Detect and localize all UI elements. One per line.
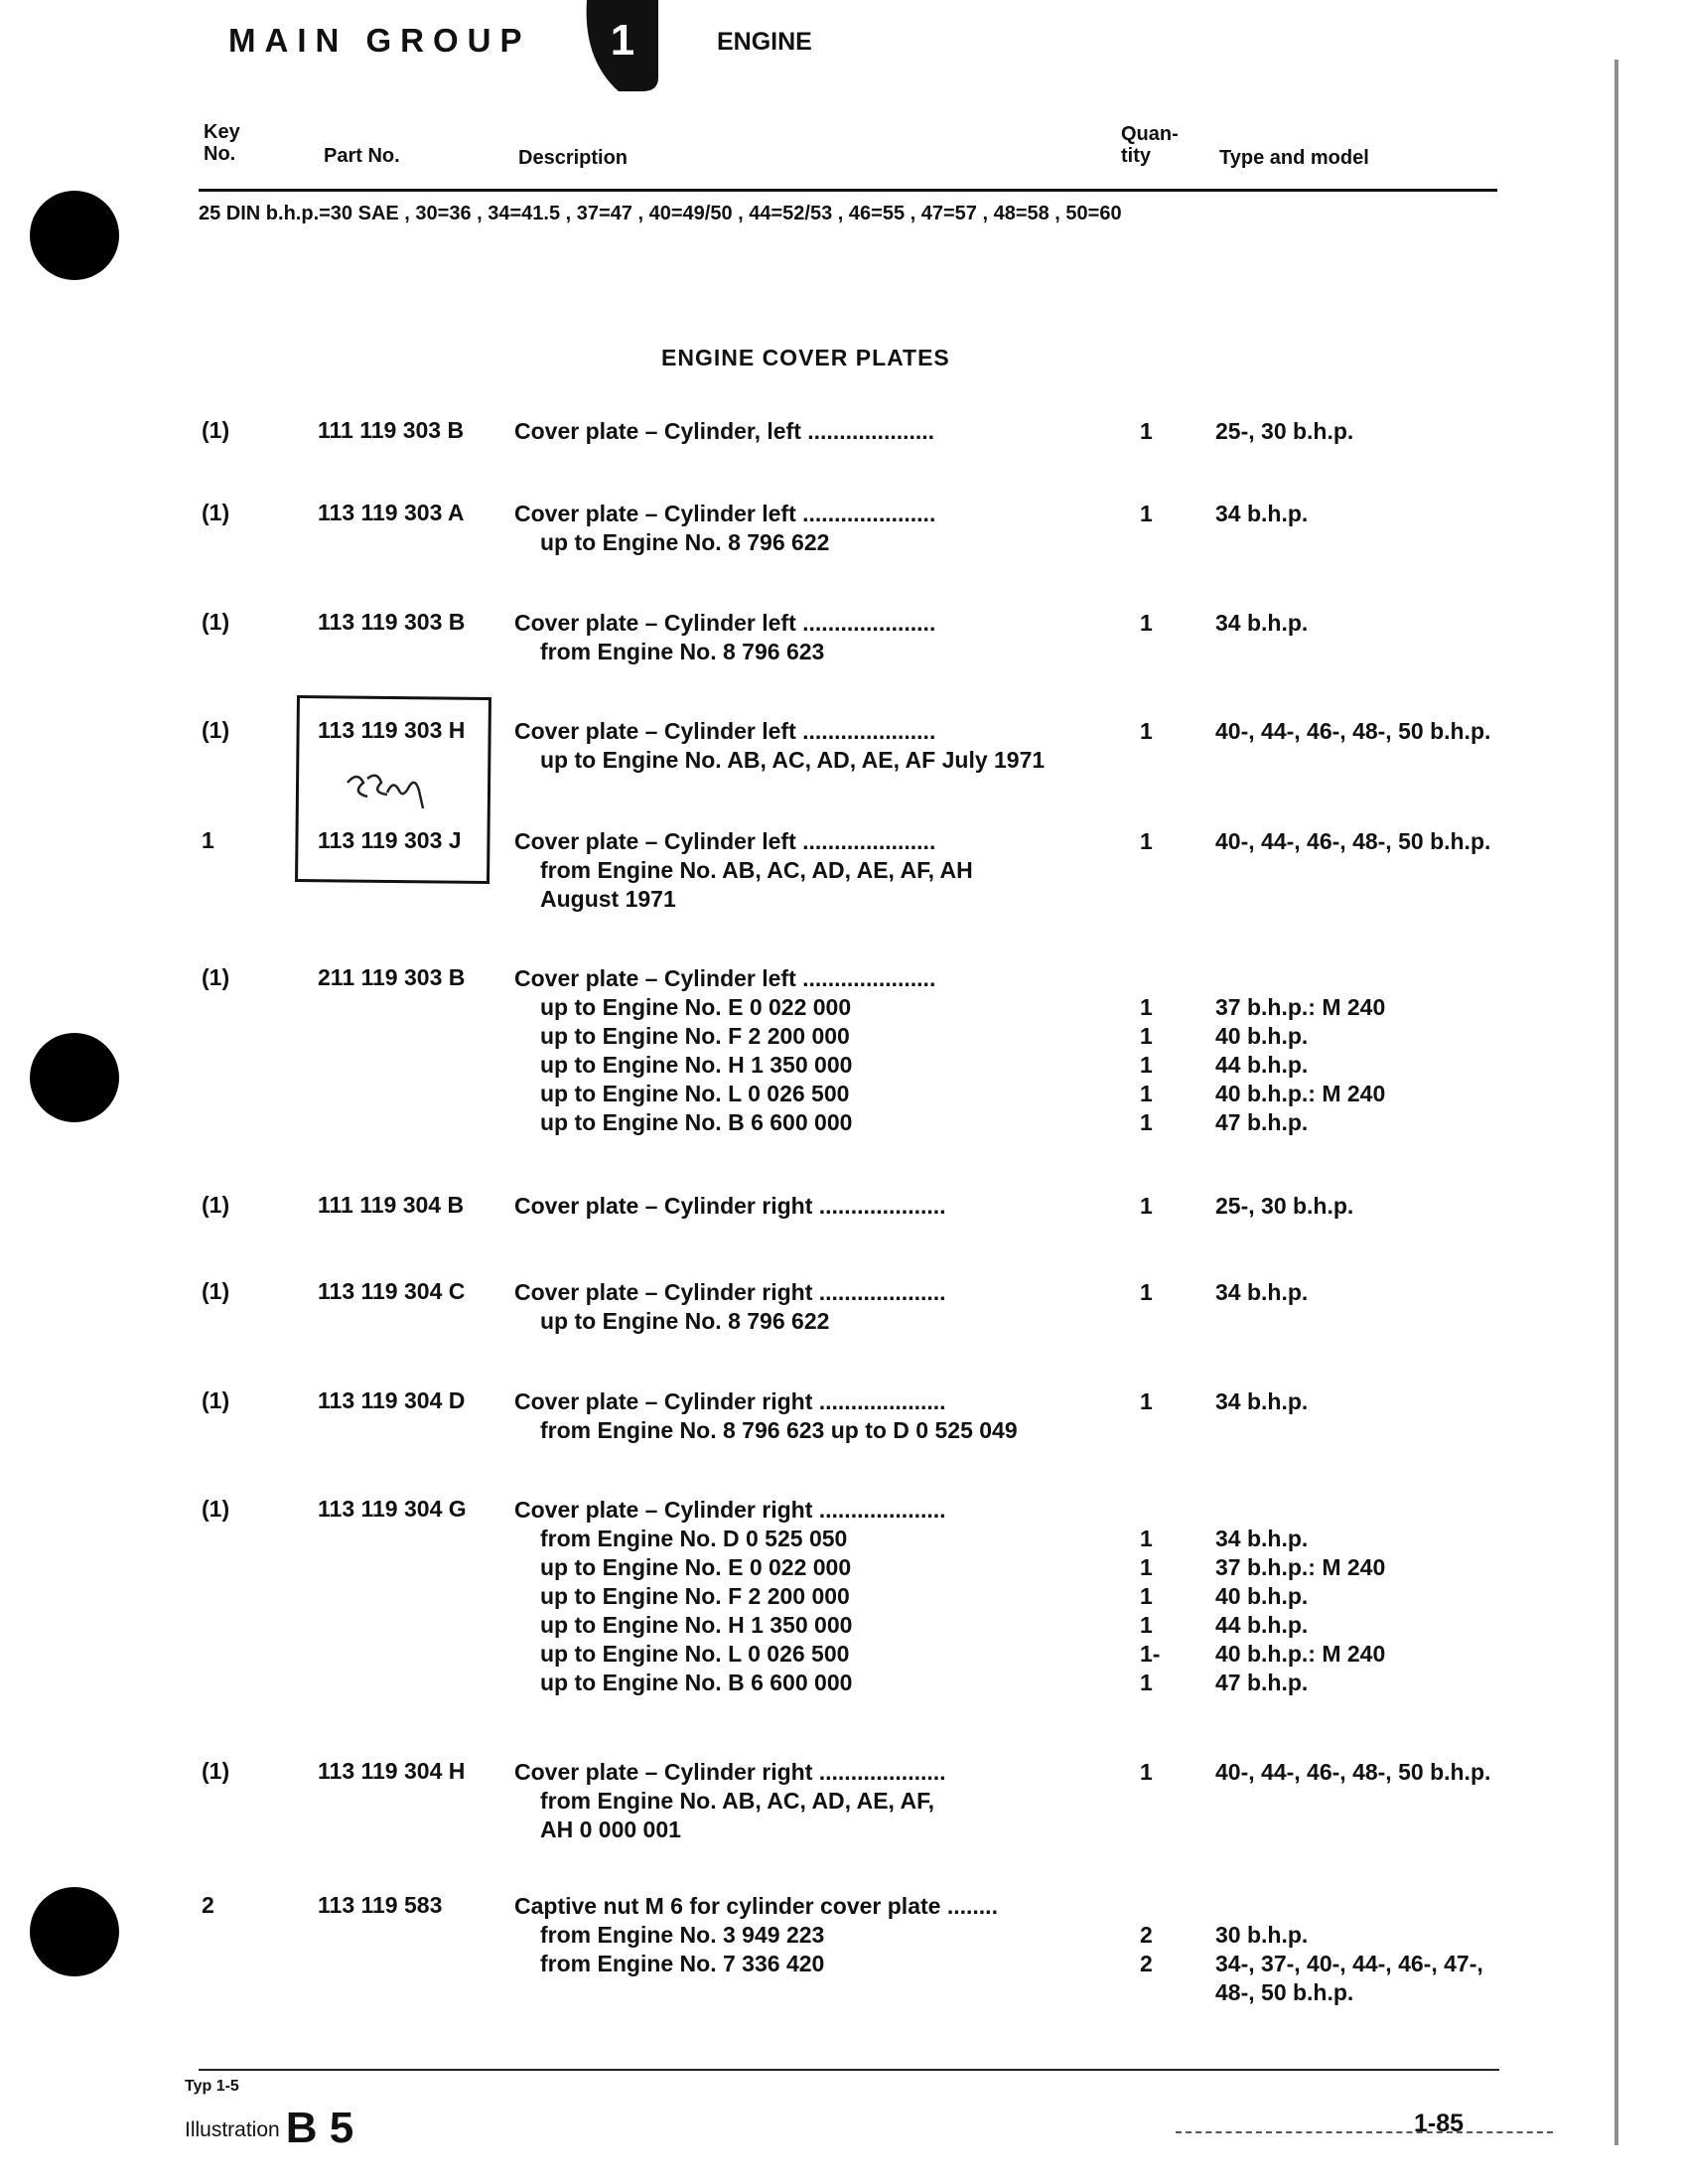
type-model: 44 b.h.p. [1215, 1612, 1309, 1638]
group-number-badge [579, 0, 663, 94]
description-line: up to Engine No. 8 796 622 [540, 1308, 830, 1334]
description-line: up to Engine No. E 0 022 000 [540, 1554, 852, 1580]
type-model: 40 b.h.p.: M 240 [1215, 1081, 1386, 1106]
quantity [1140, 1787, 1153, 1816]
description [514, 609, 1100, 666]
description-line: up to Engine No. AB, AC, AD, AE, AF July 1971 [540, 747, 1046, 773]
footer-type-label: Typ 1-5 [185, 2078, 239, 2095]
group-number: 1 [610, 16, 635, 65]
group-title: ENGINE [717, 28, 812, 56]
type-model [1215, 964, 1385, 993]
type-model: 25-, 30 b.h.p. [1215, 1193, 1354, 1219]
description [514, 1278, 1100, 1336]
key-number: 2 [202, 1892, 214, 1918]
description-line: Cover plate – Cylinder left ..................... [514, 610, 936, 636]
type-model: 48-, 50 b.h.p. [1215, 1979, 1354, 2005]
type-model: 34 b.h.p. [1215, 501, 1309, 526]
quantity: 1 [1140, 1583, 1153, 1609]
description-line: from Engine No. AB, AC, AD, AE, AF, [540, 1788, 934, 1814]
type-model: 34 b.h.p. [1215, 610, 1309, 636]
type-model: 34 b.h.p. [1215, 1388, 1309, 1414]
part-number: 113 119 304 G [318, 1496, 467, 1522]
type-model: 40-, 44-, 46-, 48-, 50 b.h.p. [1215, 828, 1491, 854]
footer-dotted-line [1176, 2131, 1553, 2135]
description-line: up to Engine No. L 0 026 500 [540, 1081, 850, 1106]
main-group-title: MAIN GROUP [228, 22, 531, 59]
illustration-code: B 5 [285, 2104, 354, 2152]
column-header-type-model: Type and model [1219, 147, 1369, 169]
key-number: (1) [202, 1496, 230, 1522]
description [514, 1192, 1100, 1221]
description [514, 500, 1100, 557]
description-line: Cover plate – Cylinder left ..................... [514, 501, 936, 526]
description [514, 964, 1100, 1137]
quantity: 1 [1140, 501, 1153, 526]
binder-hole-top [30, 191, 119, 280]
description-line: from Engine No. 7 336 420 [540, 1951, 825, 1976]
quantity [1140, 856, 1153, 885]
part-number: 113 119 583 [318, 1892, 443, 1918]
type-model [1215, 1416, 1308, 1445]
type-model: 34-, 37-, 40-, 44-, 46-, 47-, [1215, 1951, 1483, 1976]
quantity: 1 [1140, 1388, 1153, 1414]
quantity: 1 [1140, 1612, 1153, 1638]
quantity: 1- [1140, 1641, 1161, 1667]
part-number: 111 119 304 B [318, 1192, 465, 1218]
binder-hole-bottom [30, 1887, 119, 1976]
description [514, 417, 1100, 446]
description [514, 827, 1100, 914]
quantity: 1 [1140, 994, 1153, 1020]
power-conversion-note: 25 DIN b.h.p.=30 SAE , 30=36 , 34=41.5 , 37=47 , 40=49/50 , 44=52/53 , 46=55 , 47=57 , 48=58 , 50=60 [199, 203, 1122, 224]
description-line: up to Engine No. E 0 022 000 [540, 994, 852, 1020]
page-edge-shadow [1614, 60, 1618, 2145]
key-number: 1 [202, 827, 214, 853]
description-line [514, 1978, 1100, 2007]
description [514, 1387, 1100, 1445]
key-number: (1) [202, 1758, 230, 1784]
quantity [1140, 1892, 1153, 1921]
footer-illustration [185, 2104, 353, 2153]
type-model: 37 b.h.p.: M 240 [1215, 1554, 1386, 1580]
part-number: 113 119 304 C [318, 1278, 466, 1304]
type-model: 34 b.h.p. [1215, 1279, 1309, 1305]
description [514, 717, 1100, 775]
description-line: Cover plate – Cylinder right .................... [514, 1497, 946, 1523]
quantity: 1 [1140, 1279, 1153, 1305]
type-model [1215, 746, 1490, 775]
type-model [1215, 1496, 1385, 1525]
type-model [1215, 528, 1308, 557]
quantity [1140, 1416, 1153, 1445]
type-model: 37 b.h.p.: M 240 [1215, 994, 1386, 1020]
description-line: from Engine No. 8 796 623 [540, 639, 825, 664]
quantity [1140, 638, 1153, 666]
type-model: 40 b.h.p.: M 240 [1215, 1641, 1386, 1667]
type-model: 40-, 44-, 46-, 48-, 50 b.h.p. [1215, 1759, 1491, 1785]
column-header-quantity: Quan- tity [1121, 123, 1179, 167]
type-model [1215, 1892, 1483, 1921]
type-model: 30 b.h.p. [1215, 1922, 1309, 1948]
description-line: Cover plate – Cylinder left ..................... [514, 718, 936, 744]
description-line: up to Engine No. F 2 200 000 [540, 1583, 850, 1609]
key-number: (1) [202, 1278, 230, 1304]
header-rule [199, 189, 1497, 192]
type-model: 40-, 44-, 46-, 48-, 50 b.h.p. [1215, 718, 1491, 744]
section-title: ENGINE COVER PLATES [661, 345, 950, 370]
description-line: from Engine No. AB, AC, AD, AE, AF, AH [540, 857, 973, 883]
description-line: up to Engine No. H 1 350 000 [540, 1052, 853, 1078]
part-number: 111 119 303 B [318, 417, 465, 443]
quantity: 1 [1140, 1109, 1153, 1135]
description-line: Cover plate – Cylinder right .................... [514, 1388, 946, 1414]
quantity: 1 [1140, 1526, 1153, 1551]
part-number: 113 119 303 J [318, 827, 462, 853]
quantity: 1 [1140, 828, 1153, 854]
quantity: 1 [1140, 1081, 1153, 1106]
type-model [1215, 1307, 1308, 1336]
description-line: Cover plate – Cylinder right .................... [514, 1759, 946, 1785]
type-model: 34 b.h.p. [1215, 1526, 1309, 1551]
quantity [1140, 1307, 1153, 1336]
description-line: from Engine No. 3 949 223 [540, 1922, 825, 1948]
description [514, 1758, 1100, 1844]
quantity: 1 [1140, 1759, 1153, 1785]
key-number: (1) [202, 417, 230, 443]
key-number: (1) [202, 717, 230, 743]
quantity: 1 [1140, 718, 1153, 744]
quantity: 1 [1140, 418, 1153, 444]
description-line: from Engine No. 8 796 623 up to D 0 525 049 [540, 1417, 1018, 1443]
quantity: 1 [1140, 1193, 1153, 1219]
column-header-key-no: Key No. [204, 121, 240, 165]
description-line: up to Engine No. H 1 350 000 [540, 1612, 853, 1638]
description-line: from Engine No. D 0 525 050 [540, 1526, 848, 1551]
description-line: Cover plate – Cylinder left ..................... [514, 965, 936, 991]
description-line: up to Engine No. F 2 200 000 [540, 1023, 850, 1049]
key-number: (1) [202, 500, 230, 525]
illustration-label: Illustration [185, 2118, 280, 2141]
part-number: 113 119 303 H [318, 717, 466, 743]
column-header-description: Description [518, 147, 629, 169]
description [514, 1892, 1100, 2007]
type-model: 25-, 30 b.h.p. [1215, 418, 1354, 444]
quantity [1140, 1496, 1160, 1525]
quantity [1140, 1816, 1153, 1844]
key-number: (1) [202, 964, 230, 990]
type-model: 47 b.h.p. [1215, 1670, 1309, 1695]
description-line: Cover plate – Cylinder left ..................... [514, 828, 936, 854]
key-number: (1) [202, 1387, 230, 1413]
part-number: 113 119 304 D [318, 1387, 466, 1413]
type-model: 44 b.h.p. [1215, 1052, 1309, 1078]
quantity [1140, 746, 1153, 775]
quantity: 1 [1140, 610, 1153, 636]
quantity: 1 [1140, 1554, 1153, 1580]
description [514, 1496, 1100, 1697]
quantity: 2 [1140, 1922, 1153, 1948]
footer-rule [199, 2069, 1499, 2071]
part-number: 113 119 303 A [318, 500, 465, 525]
description-line: August 1971 [540, 886, 676, 912]
type-model [1215, 1816, 1490, 1844]
quantity [1140, 885, 1153, 914]
part-number: 113 119 303 B [318, 609, 466, 635]
type-model [1215, 885, 1490, 914]
page-number: 1-85 [1414, 2110, 1465, 2137]
quantity: 2 [1140, 1951, 1153, 1976]
quantity: 1 [1140, 1670, 1153, 1695]
description-line: Cover plate – Cylinder right .................... [514, 1279, 946, 1305]
key-number: (1) [202, 609, 230, 635]
quantity [1140, 1978, 1153, 2007]
description-line: Cover plate – Cylinder right .................... [514, 1193, 946, 1219]
quantity: 1 [1140, 1023, 1153, 1049]
description-line: up to Engine No. B 6 600 000 [540, 1670, 853, 1695]
type-model: 47 b.h.p. [1215, 1109, 1309, 1135]
quantity [1140, 528, 1153, 557]
description-line: Captive nut M 6 for cylinder cover plate ........ [514, 1893, 998, 1919]
description-line: up to Engine No. B 6 600 000 [540, 1109, 853, 1135]
column-header-part-no: Part No. [324, 145, 400, 167]
type-model [1215, 856, 1490, 885]
part-number: 211 119 303 B [318, 964, 466, 990]
type-model [1215, 1787, 1490, 1816]
description-line: Cover plate – Cylinder, left .................... [514, 418, 935, 444]
part-number: 113 119 304 H [318, 1758, 466, 1784]
key-number: (1) [202, 1192, 230, 1218]
type-model: 40 b.h.p. [1215, 1023, 1309, 1049]
type-model [1215, 638, 1308, 666]
type-model: 40 b.h.p. [1215, 1583, 1309, 1609]
quantity: 1 [1140, 1052, 1153, 1078]
description-line: AH 0 000 001 [540, 1817, 681, 1842]
quantity [1140, 964, 1153, 993]
description-line: up to Engine No. L 0 026 500 [540, 1641, 850, 1667]
binder-hole-middle [30, 1033, 119, 1122]
description-line: up to Engine No. 8 796 622 [540, 529, 830, 555]
handwritten-signature [338, 765, 447, 814]
